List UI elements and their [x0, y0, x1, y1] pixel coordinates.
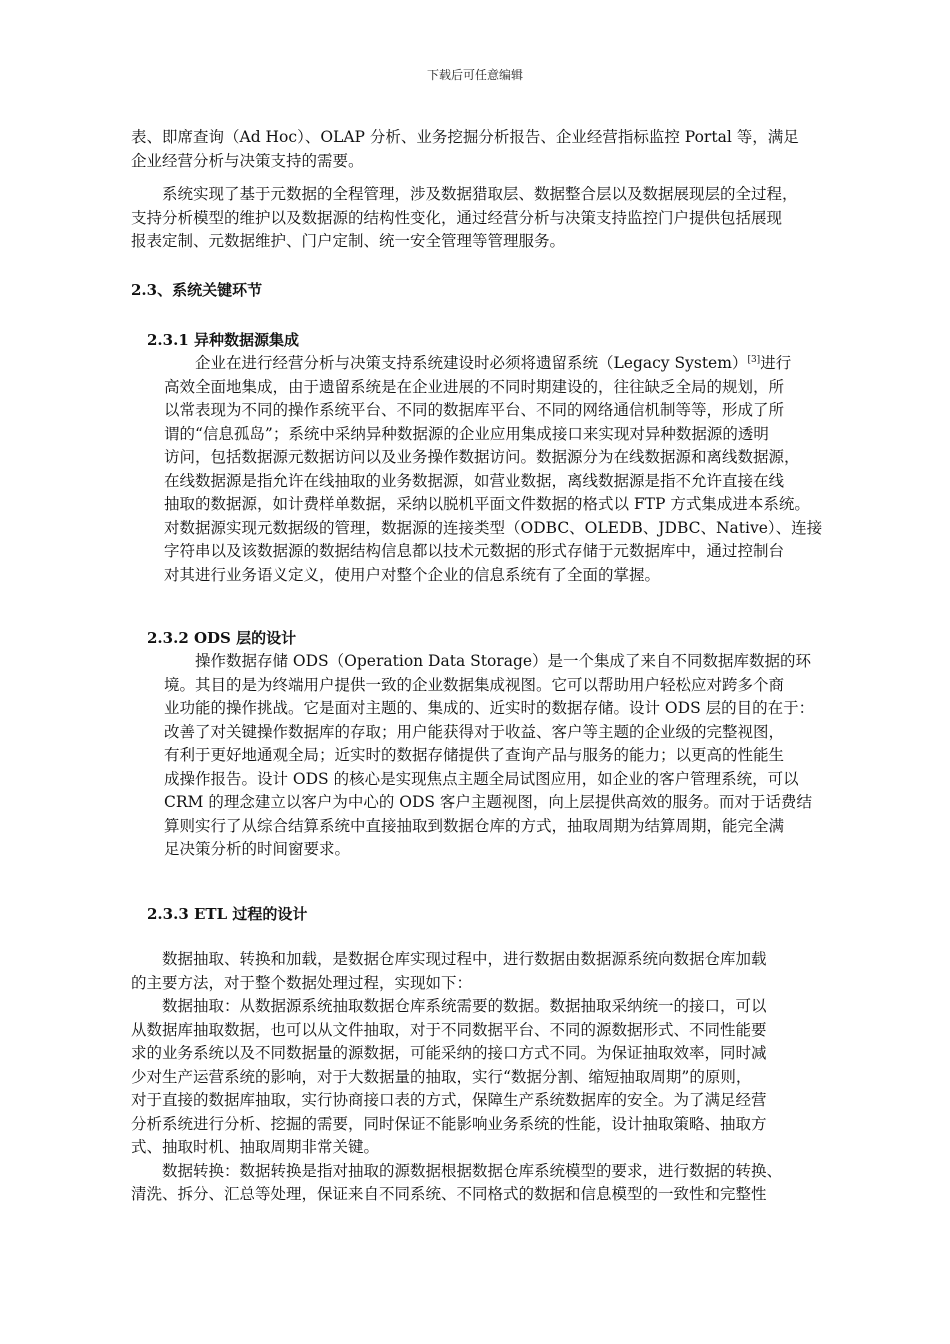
text-line: 报表定制、元数据维护、门户定制、统一安全管理等管理服务。 — [131, 232, 566, 250]
section-heading-2-3-2: 2.3.2 ODS 层的设计 — [147, 629, 297, 647]
text-line: 式、抽取时机、抽取周期非常关键。 — [131, 1138, 380, 1156]
text-line-with-citation — [164, 352, 850, 376]
page-header: 下载后可任意编辑 — [426, 68, 523, 82]
text-line: 分析系统进行分析、挖掘的需要，同时保证不能影响业务系统的性能，设计抽取策略、抽取方 — [131, 1114, 767, 1133]
text-line: 数据转换：数据转换是指对抽取的源数据根据数据仓库系统模型的要求，进行数据的转换、 — [131, 1161, 783, 1180]
text-line: 求的业务系统以及不同数据量的源数据，可能采纳的接口方式不同。为保证抽取效率，同时减 — [131, 1044, 767, 1062]
text-line: 字符串以及该数据源的数据结构信息都以技术元数据的形式存储于元数据库中，通过控制台 — [164, 542, 785, 560]
text-line: CRM 的理念建立以客户为中心的 ODS 客户主题视图，向上层提供高效的服务。而对于话费结 — [164, 793, 812, 811]
section-heading-2-3-1: 2.3.1 异种数据源集成 — [147, 331, 299, 349]
text-line: 从数据库抽取数据，也可以从文件抽取，对于不同数据平台、不同的源数据形式、不同性能要 — [131, 1020, 767, 1039]
text-line: 成操作报告。设计 ODS 的核心是实现焦点主题全局试图应用，如企业的客户管理系统，可以 — [164, 769, 799, 788]
text-line: 改善了对关键操作数据库的存取；用户能获得对于收益、客户等主题的企业级的完整视图， — [164, 722, 785, 741]
text-line: 对其进行业务语义定义，使用户对整个企业的信息系统有了全面的掌握。 — [164, 565, 661, 584]
section-2-3-3-body — [131, 948, 846, 1207]
section-2-3-2-body — [164, 650, 850, 862]
text-line: 的主要方法，对于整个数据处理过程，实现如下： — [131, 973, 473, 992]
text-line: 少对生产运营系统的影响，对于大数据量的抽取，实行“数据分割、缩短抽取周期”的原则， — [131, 1067, 752, 1086]
text-line: 以常表现为不同的操作系统平台、不同的数据库平台、不同的网络通信机制等等，形成了所 — [164, 401, 785, 419]
text-line: 在线数据源是指允许在线抽取的业务数据源，如营业数据，离线数据源是指不允许直接在线 — [164, 471, 785, 490]
text-line: 支持分析模型的维护以及数据源的结构性变化，通过经营分析与决策支持监控门户提供包括展现 — [131, 208, 783, 227]
intro-paragraphs — [131, 126, 846, 254]
text-line: 访问，包括数据源元数据访问以及业务操作数据访问。数据源分为在线数据源和离线数据源， — [164, 448, 800, 466]
text-segment: 企业在进行经营分析与决策支持系统建设时必须将遗留系统（Legacy System） — [164, 354, 748, 372]
text-line: 表、即席查询（Ad Hoc）、OLAP 分析、业务挖掘分析报告、企业经营指标监控 Portal 等，满足 — [131, 128, 799, 146]
text-line: 有利于更好地通观全局；近实时的数据存储提供了查询产品与服务的能力；以更高的性能生 — [164, 746, 785, 764]
text-line: 数据抽取：从数据源系统抽取数据仓库系统需要的数据。数据抽取采纳统一的接口，可以 — [131, 997, 767, 1015]
section-2-3-1-body — [164, 352, 850, 587]
text-line: 业功能的操作挑战。它是面对主题的、集成的、近实时的数据存储。设计 ODS 层的目的在于： — [164, 699, 815, 717]
section-heading-2-3: 2.3、系统关键环节 — [131, 281, 263, 299]
text-line: 操作数据存储 ODS（Operation Data Storage）是一个集成了来自不同数据库数据的环 — [164, 652, 812, 670]
text-line: 对数据源实现元数据级的管理，数据源的连接类型（ODBC、OLEDB、JDBC、Native）、连接 — [164, 518, 823, 537]
section-heading-2-3-3: 2.3.3 ETL 过程的设计 — [147, 905, 308, 923]
text-line: 高效全面地集成，由于遗留系统是在企业进展的不同时期建设的，往往缺乏全局的规划，所 — [164, 377, 785, 396]
text-line: 算则实行了从综合结算系统中直接抽取到数据仓库的方式，抽取周期为结算周期，能完全满 — [164, 816, 785, 835]
text-line: 系统实现了基于元数据的全程管理，涉及数据猎取层、数据整合层以及数据展现层的全过程， — [131, 185, 798, 203]
text-line: 数据抽取、转换和加载，是数据仓库实现过程中，进行数据由数据源系统向数据仓库加载 — [131, 950, 767, 968]
text-line: 境。其目的是为终端用户提供一致的企业数据集成视图。它可以帮助用户轻松应对跨多个商 — [164, 675, 785, 694]
text-line: 对于直接的数据库抽取，实行协商接口表的方式，保障生产系统数据库的安全。为了满足经营 — [131, 1091, 767, 1109]
text-line: 谓的“信息孤岛”；系统中采纳异种数据源的企业应用集成接口来实现对异种数据源的透明 — [164, 424, 769, 443]
text-line: 足决策分析的时间窗要求。 — [164, 840, 351, 858]
text-line: 清洗、拆分、汇总等处理，保证来自不同系统、不同格式的数据和信息模型的一致性和完整性 — [131, 1185, 767, 1203]
text-line: 企业经营分析与决策支持的需要。 — [131, 151, 364, 170]
text-segment: 进行 — [760, 354, 792, 372]
citation-superscript: [3] — [747, 355, 761, 365]
text-line: 抽取的数据源，如计费样单数据，采纳以脱机平面文件数据的格式以 FTP 方式集成进本系统。 — [164, 495, 810, 513]
